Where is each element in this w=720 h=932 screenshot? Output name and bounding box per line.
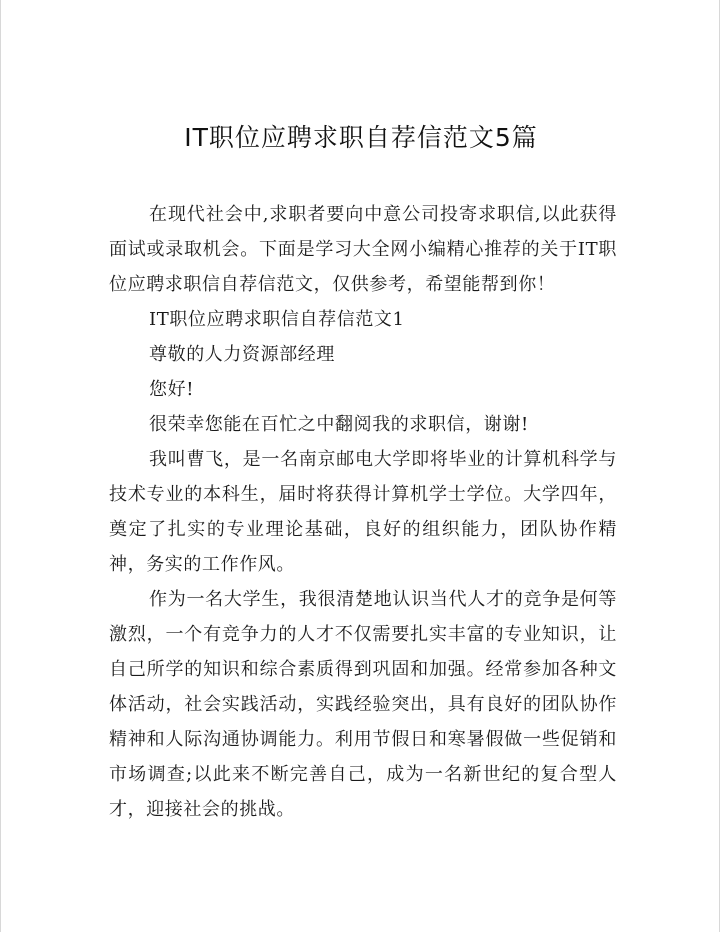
intro-paragraph: 在现代社会中,求职者要向中意公司投寄求职信,以此获得面试或录取机会。下面是学习大全网小编精心推荐的关于IT职位应聘求职信自荐信范文，仅供参考，希望能帮到你！ [109, 204, 617, 295]
salutation: 尊敬的人力资源部经理 [149, 344, 335, 365]
letter-heading: IT职位应聘求职信自荐信范文1 [149, 309, 405, 330]
greeting: 您好! [149, 379, 195, 400]
body-paragraph-2: 作为一名大学生，我很清楚地认识当代人才的竞争是何等激烈，一个有竞争力的人才不仅需要扎实丰富的专业知识，让自己所学的知识和综合素质得到巩固和加强。经常参加各种文体活动，社会实践活动，实践经验突出，具有良好的团队协作精神和人际沟通协调能力。利用节假日和寒暑假做一些促销和市场调查;以此来不断完善自己，成为一名新世纪的复合型人才，迎接社会的挑战。 [109, 589, 617, 820]
body-paragraph-1: 我叫曹飞，是一名南京邮电大学即将毕业的计算机科学与技术专业的本科生，届时将获得计算机学士学位。大学四年，奠定了扎实的专业理论基础，良好的组织能力，团队协作精神，务实的工作作风。 [109, 449, 617, 575]
document-title: IT职位应聘求职自荐信范文5篇 [184, 123, 538, 152]
document-body [109, 197, 617, 827]
thanks-line: 很荣幸您能在百忙之中翻阅我的求职信，谢谢! [149, 414, 529, 435]
